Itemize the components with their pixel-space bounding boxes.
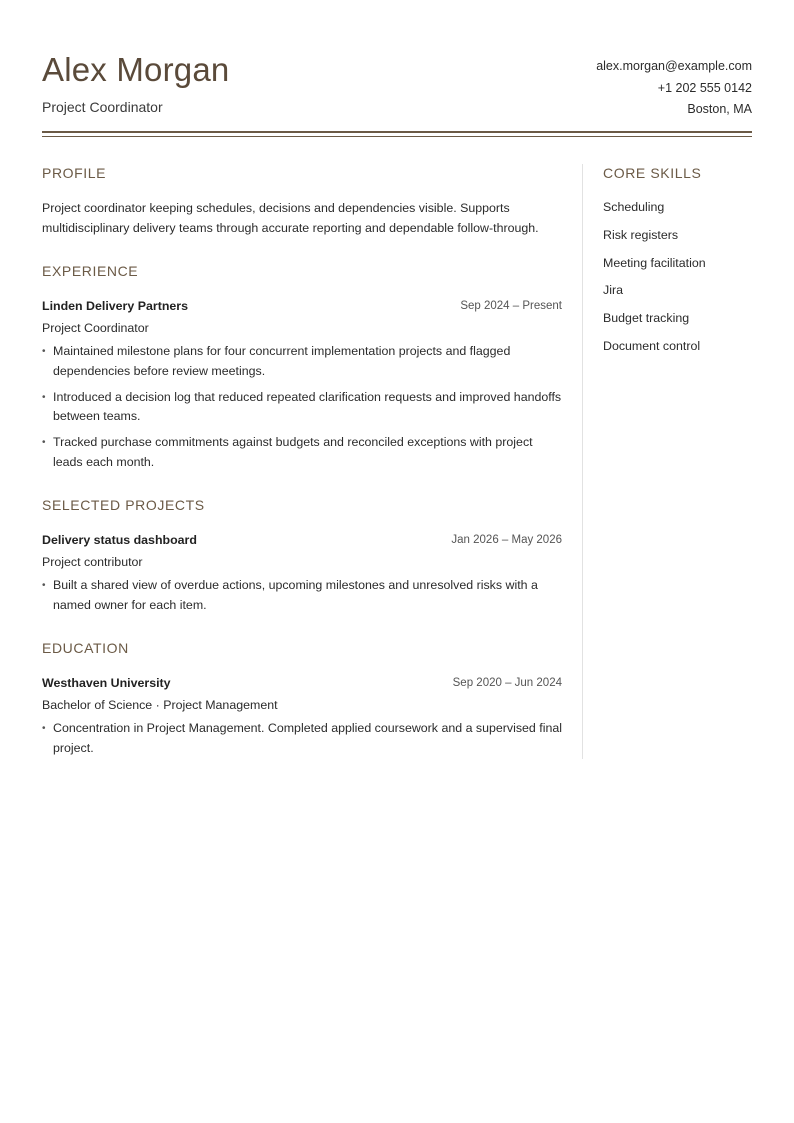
experience-section (42, 262, 562, 472)
skill-item: Jira (603, 283, 623, 298)
project-entry-header (42, 530, 562, 550)
section-title-projects: SELECTED PROJECTS (42, 497, 205, 513)
skill-item: Scheduling (603, 200, 665, 214)
education-dates: Sep 2020 – Jun 2024 (452, 677, 562, 689)
profile-text: Project coordinator keeping schedules, decisions and dependencies visible. Supports multidisciplinary delivery teams through accurate reporting and dependable follow-through. (42, 201, 539, 235)
list-item: • Built a shared view of overdue actions, upcoming milestones and unresolved risks with a named owner for each item. (42, 576, 562, 615)
list-item: • Tracked purchase commitments against budgets and reconciled exceptions with project leads each month. (42, 433, 562, 472)
experience-position: Project Coordinator (42, 321, 149, 335)
experience-entry (42, 296, 562, 472)
skills-list (603, 198, 753, 355)
list-item: • Introduced a decision log that reduced repeated clarification requests and improved handoffs between teams. (42, 388, 562, 427)
contact-phone[interactable]: +1 202 555 0142 (657, 80, 752, 95)
candidate-name: Alex Morgan (42, 51, 230, 88)
candidate-role: Project Coordinator (42, 99, 163, 115)
education-entry (42, 673, 562, 758)
education-entry-header (42, 673, 562, 693)
sidebar-column (603, 164, 753, 365)
projects-section (42, 496, 562, 615)
education-section (42, 639, 562, 758)
section-title-experience: EXPERIENCE (42, 263, 139, 279)
project-name: Delivery status dashboard (42, 533, 197, 547)
education-school: Westhaven University (42, 676, 171, 690)
contact-block (596, 56, 752, 121)
project-bullets (42, 576, 562, 615)
section-title-skills: CORE SKILLS (603, 165, 702, 181)
project-role: Project contributor (42, 555, 143, 569)
experience-org: Linden Delivery Partners (42, 299, 188, 313)
column-divider (582, 164, 583, 759)
list-item: • Concentration in Project Management. Completed applied coursework and a supervised final project. (42, 719, 562, 758)
education-bullets (42, 719, 562, 758)
contact-location: Boston, MA (687, 102, 752, 116)
main-column (42, 164, 562, 777)
profile-section (42, 164, 562, 238)
header-divider (42, 131, 752, 137)
education-degree: Bachelor of Science · Project Management (42, 698, 278, 712)
resume-page (42, 0, 752, 755)
experience-entry-header (42, 296, 562, 316)
skill-item: Budget tracking (603, 311, 690, 326)
project-dates: Jan 2026 – May 2026 (451, 534, 562, 546)
list-item: • Maintained milestone plans for four concurrent implementation projects and flagged dependencies before review meetings. (42, 342, 562, 381)
contact-email[interactable]: alex.morgan@example.com (596, 59, 752, 73)
skill-item: Meeting facilitation (603, 255, 706, 270)
resume-header (42, 0, 752, 138)
section-title-profile: PROFILE (42, 165, 107, 181)
project-entry (42, 530, 562, 615)
skill-item: Document control (603, 338, 701, 353)
section-title-education: EDUCATION (42, 640, 129, 656)
skill-item: Risk registers (603, 227, 679, 242)
experience-dates: Sep 2024 – Present (460, 300, 562, 312)
experience-bullets (42, 342, 562, 472)
